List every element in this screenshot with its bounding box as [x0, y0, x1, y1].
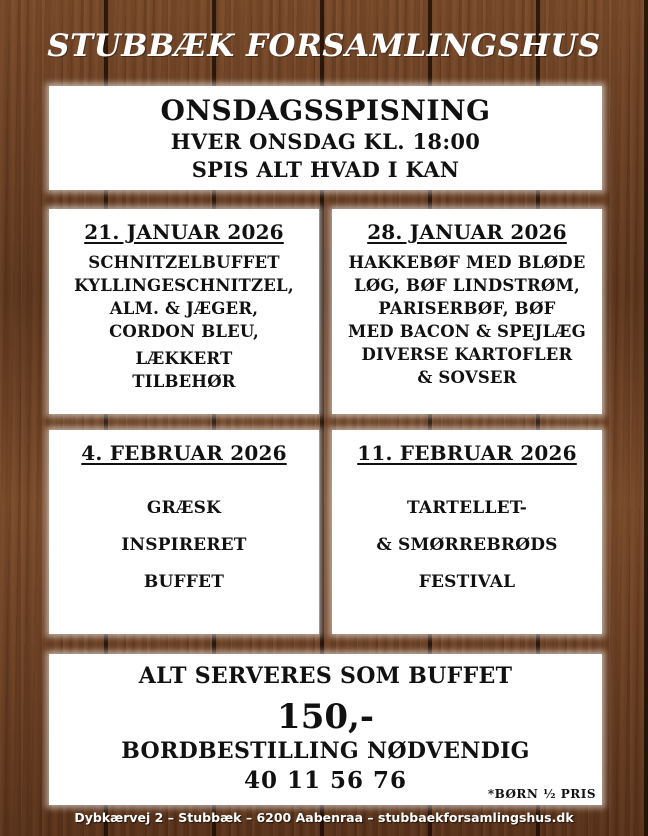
menu-item: GRÆSK	[146, 498, 222, 518]
menu-items	[49, 251, 319, 393]
menu-panel-feb-11	[332, 430, 602, 634]
menu-item: & SMØRREBRØDS	[376, 535, 558, 555]
menu-item: LØG, BØF LINDSTRØM,	[354, 276, 580, 295]
menu-item: HAKKEBØF MED BLØDE	[348, 253, 586, 272]
address-footer: Dybkærvej 2 – Stubbæk – 6200 Aabenraa – stubbaekforsamlingshus.dk	[74, 810, 574, 825]
menu-item: KYLLINGESCHNITZEL,	[74, 276, 294, 295]
header-title: ONSDAGSSPISNING	[160, 94, 491, 127]
poster-title: STUBBÆK FORSAMLINGSHUS	[47, 28, 601, 64]
menu-item: TILBEHØR	[132, 372, 236, 391]
buffet-note: ALT SERVERES SOM BUFFET	[138, 663, 513, 689]
menu-panel-feb-4	[49, 430, 319, 634]
menu-item: CORDON BLEU,	[109, 322, 259, 341]
phone-number: 40 11 56 76	[243, 767, 408, 794]
menu-item: FESTIVAL	[418, 572, 516, 592]
menu-item: MED BACON & SPEJLÆG	[348, 322, 586, 341]
price: 150,-	[277, 697, 374, 737]
info-panel	[49, 654, 602, 805]
menu-item: LÆKKERT	[135, 349, 233, 368]
menu-date: 11. FEBRUAR 2026	[357, 441, 577, 465]
menu-item: SCHNITZELBUFFET	[88, 253, 280, 272]
menu-items	[49, 490, 319, 601]
menu-date: 21. JANUAR 2026	[84, 220, 284, 244]
menu-panel-jan-28	[332, 209, 602, 414]
menu-item: ALM. & JÆGER,	[109, 299, 259, 318]
menu-panel-jan-21	[49, 209, 319, 414]
menu-item: & SOVSER	[417, 368, 517, 387]
menu-item: PARISERBØF, BØF	[378, 299, 556, 318]
menu-items	[332, 490, 602, 601]
menu-item: BUFFET	[143, 572, 225, 592]
menu-items	[332, 251, 602, 389]
booking-note: BORDBESTILLING NØDVENDIG	[121, 738, 530, 764]
child-price-note: *BØRN ½ PRIS	[487, 787, 596, 801]
menu-item: INSPIRERET	[121, 535, 247, 555]
header-tagline: SPIS ALT HVAD I KAN	[191, 157, 460, 182]
menu-date: 4. FEBRUAR 2026	[81, 441, 287, 465]
menu-item: DIVERSE KARTOFLER	[361, 345, 573, 364]
menu-date: 28. JANUAR 2026	[367, 220, 567, 244]
header-time: HVER ONSDAG KL. 18:00	[170, 129, 481, 154]
header-panel	[49, 86, 602, 190]
menu-item: TARTELLET-	[406, 498, 528, 518]
